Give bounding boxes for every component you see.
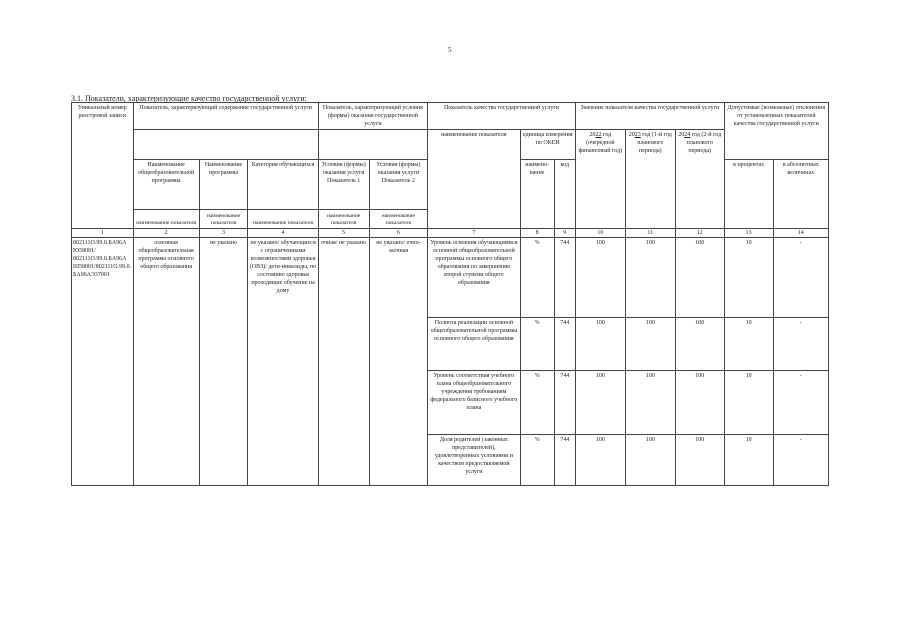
header-year-2 [625, 130, 675, 229]
header-condition-1: Условия (формы) оказания услуги Показатель 1 [318, 160, 369, 210]
indicator-name: Уровень соответствия учебного плана общеобразовательного учреждения требованиям федерального базисного учебного плана [428, 371, 520, 435]
header-unit-code: код [554, 160, 575, 229]
indicator-value-2024: 100 [675, 371, 724, 435]
year-2-prefix: 20 [628, 132, 635, 138]
column-number: 13 [724, 229, 773, 238]
column-number: 4 [248, 229, 318, 238]
indicator-dev-absolute: - [773, 238, 828, 318]
header-condition-2: Условия (формы) оказания услуги Показатель 2 [369, 160, 427, 210]
indicator-name: Доля родителей (законных представителей), удовлетворенных условиями и качеством предоставляемой услуги [428, 435, 520, 486]
sublabel-condition-1: наименование показателя [318, 210, 369, 229]
year-1-prefix: 20 [589, 132, 596, 138]
indicator-code: 744 [554, 371, 575, 435]
indicator-value-2023: 100 [625, 371, 675, 435]
section-title: 3.1. Показатели, характеризующие качество государственной услуги: [71, 94, 307, 103]
indicator-dev-percent: 10 [724, 238, 773, 318]
header-conditions-blank [318, 130, 427, 160]
indicator-dev-percent: 10 [724, 435, 773, 486]
header-year-1 [575, 130, 625, 229]
column-number: 10 [575, 229, 625, 238]
header-quality-value: Значение показателя качества государственной услуги [575, 103, 724, 130]
indicator-dev-percent: 10 [724, 371, 773, 435]
indicator-unit: % [520, 371, 554, 435]
column-number: 2 [133, 229, 199, 238]
column-number: 11 [625, 229, 675, 238]
indicator-value-2022: 100 [575, 318, 625, 371]
indicator-dev-absolute: - [773, 371, 828, 435]
header-content-indicator: Показатель, характеризующий содержание государственной услуги [133, 103, 318, 130]
indicator-value-2024: 100 [675, 435, 724, 486]
indicator-dev-absolute: - [773, 435, 828, 486]
indicator-unit: % [520, 238, 554, 318]
header-year-3 [675, 130, 724, 229]
quality-indicators-table [71, 102, 829, 486]
column-number: 14 [773, 229, 828, 238]
header-dev-percent: в процентах [724, 160, 773, 229]
indicator-unit: % [520, 318, 554, 371]
sublabel-category: наименование показателя [248, 210, 318, 229]
indicator-value-2024: 100 [675, 238, 724, 318]
record-program: не указано [199, 238, 248, 486]
column-number: 3 [199, 229, 248, 238]
header-program: Наименование программы [199, 160, 248, 210]
column-number: 1 [72, 229, 134, 238]
year-3-caption: год (2-й год планового периода) [686, 132, 722, 154]
record-condition-2: не указано/ очно-заочная [369, 238, 427, 486]
header-unit-name: наимено-вание [520, 160, 554, 229]
column-numbers-row [72, 229, 829, 238]
sublabel-program: наименование показателя [199, 210, 248, 229]
indicator-value-2023: 100 [625, 238, 675, 318]
indicator-value-2023: 100 [625, 435, 675, 486]
header-unique-number: Уникальный номер реестровой записи [72, 103, 134, 229]
record-unique-number: 802111О.99.0.БА96АЮ58001/ 802111О.99.0.БА96АШ58001/802111О.99.0.БА96АЭ37001 [72, 238, 134, 486]
indicator-dev-absolute: - [773, 318, 828, 371]
column-number: 5 [318, 229, 369, 238]
year-3-value: 24 [684, 132, 691, 138]
year-1-caption: год (очередной финансовый год) [578, 132, 623, 154]
header-content-blank [133, 130, 318, 160]
year-1-value: 22 [595, 132, 602, 138]
indicator-value-2022: 100 [575, 238, 625, 318]
year-2-caption: год (1-й год планового периода) [637, 132, 672, 154]
header-deviations: Допустимые (возможные) отклонения от установленных показателей качества государственной услуги [724, 103, 828, 160]
column-number: 12 [675, 229, 724, 238]
record-condition-1: очная/ не указано [318, 238, 369, 486]
indicator-name: Уровень освоения обучающимися основной общеобразовательной программы основного общего образования по завершению второй ступени общего образования [428, 238, 520, 318]
sublabel-condition-2: наименование показателя [369, 210, 427, 229]
column-number: 8 [520, 229, 554, 238]
record-category: не указано/ обучающиеся с ограниченными возможностями здоровья (ОВЗ)/ дети-инвалиды, по состоянию здоровья проходящие обучение на дому [248, 238, 318, 486]
indicator-code: 744 [554, 238, 575, 318]
indicator-name: Полнота реализации основной общеобразовательной программы основного общего образования [428, 318, 520, 371]
indicator-value-2022: 100 [575, 435, 625, 486]
header-dev-absolute: в абсолютных величинах [773, 160, 828, 229]
header-quality-indicator: Показатель качества государственной услуги [428, 103, 576, 130]
record-program-name: основная общеобразовательная программа основного общего образования [133, 238, 199, 486]
year-2-value: 23 [634, 132, 641, 138]
page-number: 5 [448, 46, 452, 54]
indicator-code: 744 [554, 435, 575, 486]
indicator-value-2024: 100 [675, 318, 724, 371]
header-indicator-name: наименование показателя [428, 130, 520, 229]
indicator-unit: % [520, 435, 554, 486]
indicator-value-2023: 100 [625, 318, 675, 371]
indicator-value-2022: 100 [575, 371, 625, 435]
column-number: 6 [369, 229, 427, 238]
indicator-code: 744 [554, 318, 575, 371]
header-unit-okei: единица измерения по ОКЕИ [520, 130, 575, 160]
header-program-name: Наименование общеобразовательной программы [133, 160, 199, 210]
column-number: 7 [428, 229, 520, 238]
table-row [72, 238, 829, 318]
column-number: 9 [554, 229, 575, 238]
sublabel-program-name: наименование показателя [133, 210, 199, 229]
year-3-prefix: 20 [678, 132, 685, 138]
indicator-dev-percent: 10 [724, 318, 773, 371]
header-category: Категория обучающихся [248, 160, 318, 210]
header-conditions-indicator: Показатель, характеризующий условия (формы) оказания государственной услуги [318, 103, 427, 130]
